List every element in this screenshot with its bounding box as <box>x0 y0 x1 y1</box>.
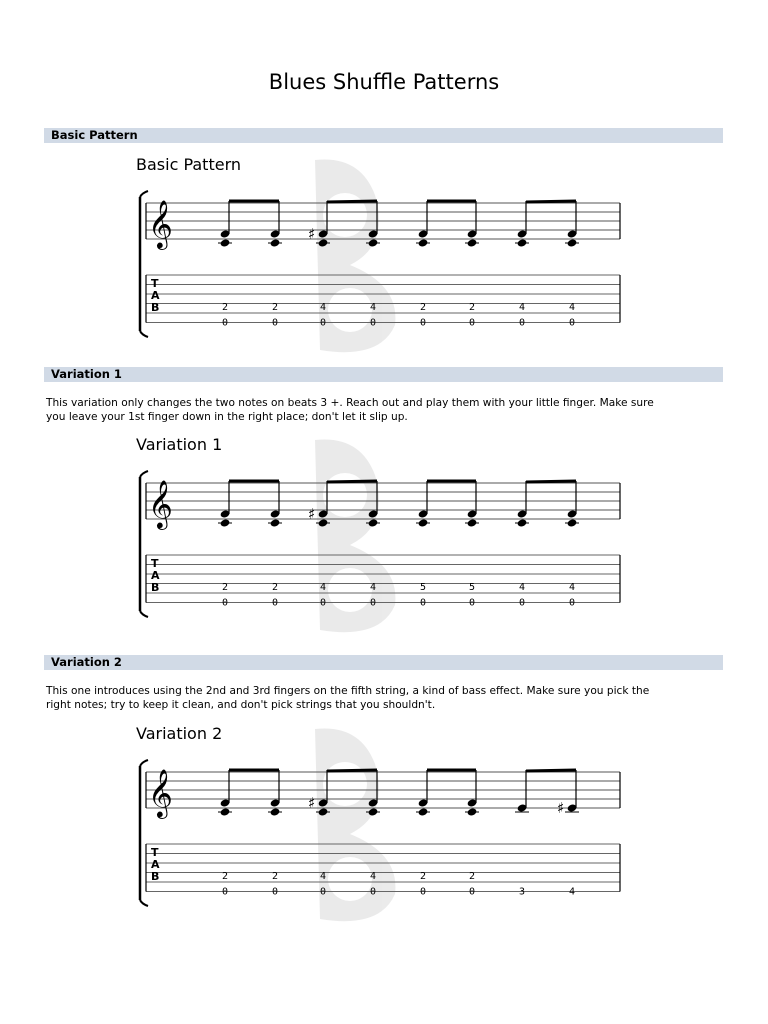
svg-text:B: B <box>151 581 160 594</box>
treble-clef-icon: 𝄞 <box>148 768 173 817</box>
note-head <box>270 238 281 247</box>
tab-fret-number: 4 <box>319 871 327 882</box>
tab-fret-number: 4 <box>568 302 576 313</box>
tab-fret-number: 0 <box>369 886 377 898</box>
staff-lines <box>146 772 620 808</box>
tab-clef-icon <box>151 277 160 314</box>
tab-fret-number: 4 <box>568 582 576 593</box>
note-head <box>567 518 578 527</box>
tab-fret-number: 0 <box>518 597 526 609</box>
tab-fret-number: 4 <box>369 302 377 313</box>
notation-svg <box>120 724 640 924</box>
tab-fret-number: 0 <box>468 317 476 329</box>
tab-fret-number: 2 <box>468 302 476 313</box>
svg-text:A: A <box>151 858 160 871</box>
notation-title: Variation 2 <box>136 724 223 743</box>
note-head <box>270 807 281 816</box>
notes <box>218 201 579 248</box>
description-line: you leave your 1st finger down in the right place; don't let it slip up. <box>46 411 408 423</box>
tab-fret-number: 0 <box>319 597 327 609</box>
tab-fret-number: 3 <box>518 886 526 898</box>
note-head <box>467 807 478 816</box>
tab-clef-icon <box>151 846 160 883</box>
note-head <box>220 518 231 527</box>
watermark-logo <box>315 439 395 632</box>
note-head <box>517 238 528 247</box>
page-title: Blues Shuffle Patterns <box>268 70 500 94</box>
section-header-label: Basic Pattern <box>51 128 138 142</box>
note-head <box>467 518 478 527</box>
notation-svg <box>120 155 640 355</box>
svg-text:A: A <box>151 289 160 302</box>
sharp-icon: ♯ <box>308 505 316 523</box>
tab-fret-number: 0 <box>369 597 377 609</box>
tab-fret-number: 0 <box>468 886 476 898</box>
tab-fret-number: 0 <box>419 886 427 898</box>
beam <box>327 201 377 202</box>
tab-fret-number: 4 <box>518 302 526 313</box>
tab-fret-number: 0 <box>468 597 476 609</box>
tab-fret-number: 2 <box>221 582 229 593</box>
svg-text:T: T <box>151 557 159 570</box>
tab-fret-number: 2 <box>221 302 229 313</box>
tab-fret-number: 2 <box>221 871 229 882</box>
sharp-icon: ♯ <box>308 225 316 243</box>
svg-text:B: B <box>151 301 160 314</box>
sharp-icon: ♯ <box>557 799 565 817</box>
tab-fret-number: 4 <box>319 302 327 313</box>
tab-fret-number: 2 <box>468 871 476 882</box>
watermark-logo <box>315 728 395 921</box>
note-head <box>567 238 578 247</box>
tab-fret-number: 0 <box>518 317 526 329</box>
tab-fret-number: 4 <box>568 886 576 898</box>
tab-fret-number: 2 <box>419 871 427 882</box>
notes <box>218 481 579 528</box>
description-line: This one introduces using the 2nd and 3rd fingers on the fifth string, a kind of bass effect. Make sure you pick the <box>46 685 650 697</box>
svg-text:T: T <box>151 277 159 290</box>
note-head <box>418 238 429 247</box>
beam <box>327 481 377 482</box>
tab-fret-number: 0 <box>319 886 327 898</box>
notation-variation-1 <box>120 435 640 635</box>
note-head <box>418 518 429 527</box>
note-head <box>517 518 528 527</box>
svg-text:B: B <box>151 870 160 883</box>
note-head <box>467 238 478 247</box>
staff-lines <box>146 203 620 239</box>
tab-fret-number: 0 <box>271 597 279 609</box>
tab-fret-number: 4 <box>518 582 526 593</box>
tab-fret-number: 5 <box>419 582 427 593</box>
note-head <box>220 238 231 247</box>
staff-lines <box>146 483 620 519</box>
notation-basic-pattern <box>120 155 640 355</box>
note-head <box>270 518 281 527</box>
section-header-label: Variation 2 <box>51 655 122 669</box>
tab-fret-number: 0 <box>319 317 327 329</box>
tab-fret-number: 4 <box>369 871 377 882</box>
tab-fret-number: 2 <box>271 302 279 313</box>
description-line: right notes; try to keep it clean, and don't pick strings that you shouldn't. <box>46 699 436 711</box>
tab-fret-number: 0 <box>419 317 427 329</box>
note-head <box>220 807 231 816</box>
tab-fret-number: 4 <box>369 582 377 593</box>
tab-fret-number: 0 <box>221 597 229 609</box>
tab-fret-number: 0 <box>221 886 229 898</box>
beam <box>526 481 576 482</box>
tab-fret-number: 0 <box>271 317 279 329</box>
tab-fret-number: 0 <box>221 317 229 329</box>
beam <box>526 201 576 202</box>
tab-fret-number: 2 <box>271 871 279 882</box>
section-description <box>46 684 726 712</box>
tab-fret-number: 0 <box>568 597 576 609</box>
svg-text:A: A <box>151 569 160 582</box>
beam <box>526 770 576 771</box>
notation-title: Variation 1 <box>136 435 223 454</box>
beam <box>327 770 377 771</box>
svg-text:T: T <box>151 846 159 859</box>
section-header-variation-2 <box>44 655 723 670</box>
sharp-icon: ♯ <box>308 794 316 812</box>
section-header-label: Variation 1 <box>51 367 122 381</box>
section-header-variation-1 <box>44 367 723 382</box>
notation-svg <box>120 435 640 635</box>
watermark-logo <box>315 159 395 352</box>
tab-fret-number: 5 <box>468 582 476 593</box>
tab-fret-number: 0 <box>369 317 377 329</box>
tab-fret-number: 4 <box>319 582 327 593</box>
tab-fret-number: 2 <box>271 582 279 593</box>
section-description <box>46 396 726 424</box>
tab-fret-number: 0 <box>568 317 576 329</box>
notation-variation-2 <box>120 724 640 924</box>
description-line: This variation only changes the two notes on beats 3 +. Reach out and play them with your little finger. Make sure <box>46 397 654 409</box>
treble-clef-icon: 𝄞 <box>148 199 173 248</box>
section-header-basic-pattern <box>44 128 723 143</box>
treble-clef-icon: 𝄞 <box>148 479 173 528</box>
note-head <box>418 807 429 816</box>
tab-clef-icon <box>151 557 160 594</box>
notation-title: Basic Pattern <box>136 155 242 174</box>
tab-fret-number: 2 <box>419 302 427 313</box>
tab-fret-number: 0 <box>271 886 279 898</box>
notes <box>218 770 579 817</box>
tab-fret-number: 0 <box>419 597 427 609</box>
